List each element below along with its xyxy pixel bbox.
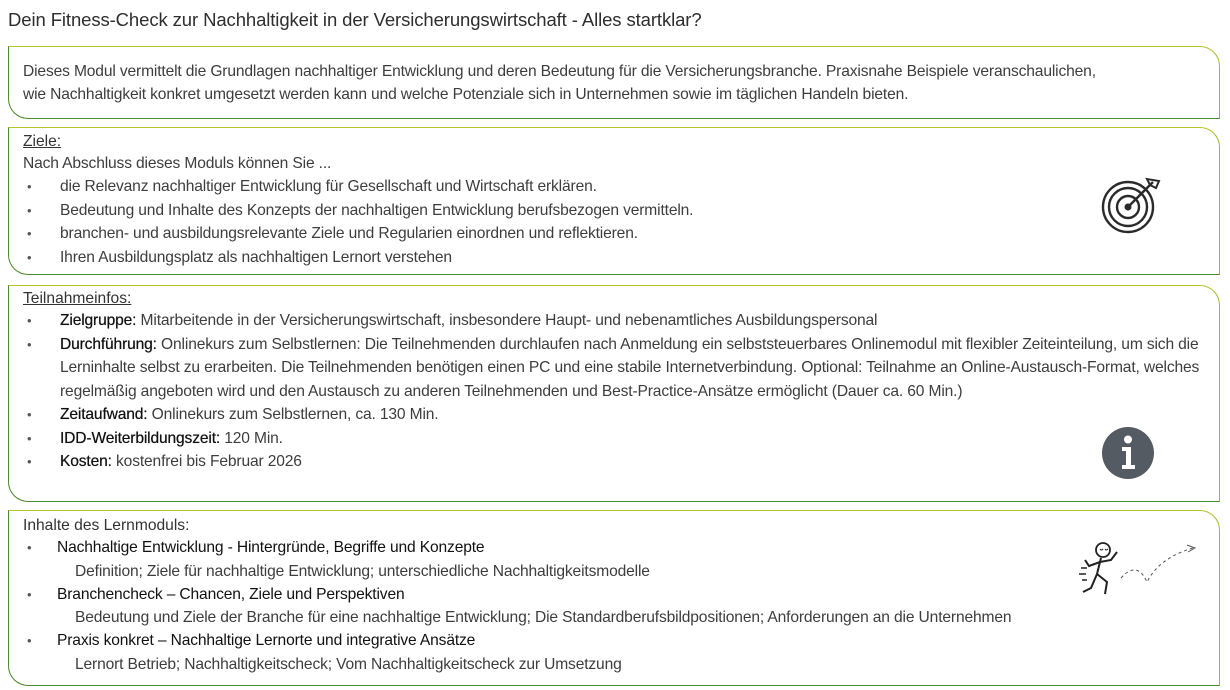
ziele-box [8,127,1220,275]
item-title: Praxis konkret – Nachhaltige Lernorte und integrative Ansätze [57,632,476,649]
item-text: Onlinekurs zum Selbstlernen, ca. 130 Min. [147,406,439,423]
bullet: • [27,202,32,218]
list-item [23,403,1209,427]
bullet: • [27,586,32,602]
item-text: kostenfrei bis Februar 2026 [111,453,302,470]
ziele-list [23,175,1209,269]
bullet: • [27,407,32,422]
item-sub: Lernort Betrieb; Nachhaltigkeitscheck; Vom Nachhaltigkeitscheck zur Umsetzung [75,655,622,673]
bullet: • [27,179,32,194]
inhalte-box [8,510,1220,686]
bullet: • [27,540,32,555]
intro-box [8,46,1220,119]
list-item-text: die Relevanz nachhaltiger Entwicklung für Gesellschaft und Wirtschaft erklären. [60,178,597,195]
item-sub: Definition; Ziele für nachhaltige Entwicklung; unterschiedliche Nachhaltigkeitsmodelle [75,562,650,580]
item-title: Nachhaltige Entwicklung - Hintergründe, Begriffe und Konzepte [57,539,485,556]
list-item [23,175,1209,199]
list-item [23,309,1209,333]
item-label: IDD-Weiterbildungszeit: [60,429,221,447]
bullet: • [27,454,32,469]
item-label: Zeitaufwand: [60,406,148,423]
bullet: • [27,313,32,328]
item-label: Kosten: [60,453,112,470]
item-text: Onlinekurs zum Selbstlernen: Die Teilnehmenden durchlaufen nach Anmeldung ein selbststeuerbares Onlinemodul mit flexibler Zeiteinteilung, um sich die Lerninhalte selbst zu erarbeiten. Die Teilnehmenden benötigen einen PC und eine stabile Internetverbindung. Optional: Teilnahme an Online-Austausch-Format, welches regelmäßig angeboten wird und den Austausch zu anderen Teilnehmenden und Best-Practice-Ansätze ermöglicht (Dauer ca. 60 Min.) [60,335,1200,400]
list-item [23,333,1209,404]
item-label: Zielgruppe: [60,312,137,329]
intro-line-1: Dieses Modul vermittelt die Grundlagen nachhaltiger Entwicklung und deren Bedeutung für die Versicherungsbranche. Praxisnahe Beispiele veranschaulichen, [23,63,1096,80]
bullet: • [27,336,32,352]
page-title: Dein Fitness-Check zur Nachhaltigkeit in der Versicherungswirtschaft - Alles startklar? [8,9,702,30]
item-label: Durchführung: [60,335,157,353]
list-item-text: Bedeutung und Inhalte des Konzepts der nachhaltigen Entwicklung berufsbezogen vermitteln. [60,201,694,219]
list-item [23,450,1209,474]
list-item [23,536,1209,560]
item-sub: Bedeutung und Ziele der Branche für eine nachhaltige Entwicklung; Die Standardberufsbildpositionen; Anforderungen an die Unternehmen [75,609,1012,626]
intro-line-2: wie Nachhaltigkeit konkret umgesetzt werden kann und welche Potenziale sich in Unternehmen sowie im täglichen Handeln bieten. [23,86,909,103]
ziele-heading: Ziele: [23,133,62,150]
list-item [23,246,1209,270]
inhalte-heading: Inhalte des Lernmoduls: [23,517,190,534]
list-item [23,222,1209,246]
runner-icon [1077,538,1201,600]
bullet: • [27,430,32,446]
list-item [23,629,1209,653]
item-text: Mitarbeitende in der Versicherungswirtschaft, insbesondere Haupt- und nebenamtliches Ausbildungspersonal [136,312,878,329]
teilnahme-list [23,309,1209,474]
bullet: • [27,226,32,241]
list-item [23,583,1209,607]
target-icon [1098,175,1162,235]
list-item [23,427,1209,451]
ziele-lead: Nach Abschluss dieses Moduls können Sie ... [23,155,332,172]
teilnahme-heading: Teilnahmeinfos: [23,290,132,307]
list-item-text: branchen- und ausbildungsrelevante Ziele und Regularien einordnen und reflektieren. [60,225,638,242]
bullet: • [27,633,32,648]
teilnahme-box [8,285,1220,502]
info-icon [1101,426,1155,480]
inhalte-list [23,536,1209,676]
list-item [23,199,1209,223]
item-text: 120 Min. [220,429,283,447]
bullet: • [27,249,32,265]
item-title: Branchencheck – Chancen, Ziele und Perspektiven [57,585,405,603]
list-item-text: Ihren Ausbildungsplatz als nachhaltigen Lernort verstehen [60,248,452,266]
